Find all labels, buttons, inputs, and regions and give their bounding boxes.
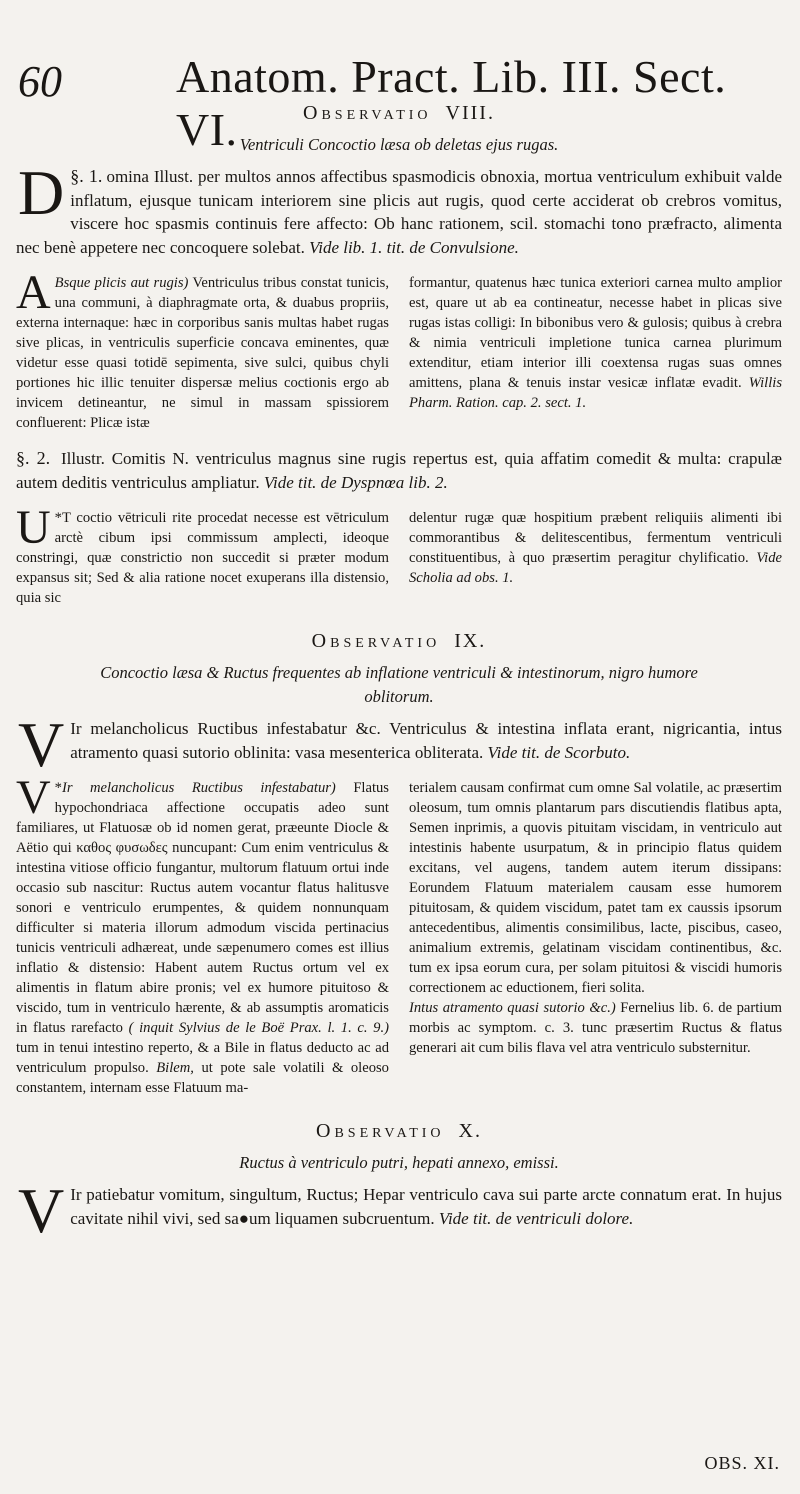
paragraph-text: Illustr. Comitis N. ventriculus magnus sine rugis repertus est, quia affatim comedit & multa: crapulæ autem deditis ventriculus ampliatur. [16,449,783,492]
scholion-text: delentur rugæ quæ hospitium præbent reliquiis alimenti ibi commorantibus & delitescentibus, fermentum ventriculi constituentibus, à quo præsertim peragitur chylificatio. [409,510,782,566]
cross-reference: Vide tit. de ventriculi dolore. [438,1208,634,1228]
observation-label: Observatio [316,1120,445,1142]
observation-subtitle-8: Ventriculi Concoctio læsa ob deletas ejus rugas. [239,135,559,154]
asterisk-mark: * [54,780,62,796]
drop-cap: V [18,709,65,780]
scholion-lemma: Bsque plicis aut rugis) [54,275,189,291]
scholion-text: Ventriculus tribus constat tunicis, una communi, à diaphragmate orta, & duabus propriis, externa internaque: hæc in corporibus sanis multas habet rugas sive plicas, in ventriculis superficie concava eminentes, quæ videtur esse quasi totidē sepimenta, sive sulci, quibus chyli portiones hic illic tenuiter dispersæ melius coctionis ergo ab invicem detineantur, ne simul in massam spissiorem confluerent: Plicæ istæ [16,275,389,431]
observation-number: IX. [454,630,487,652]
scholion-text: Fernelius lib. 6. de partium morbis ac symptom. c. 3. tunc præsertim Ructus & flatus generari ait cum bilis flava vel atra ventriculo substernitur. [409,1000,782,1056]
scholion-text: tum in tenui intestino reperto, & a Bile in flatus deducto ac ad ventriculum propulso. [16,1040,389,1076]
paragraph-text: omina Illust. per multos annos affectibus spasmodicis obnoxia, mortua ventriculum exhibuit valde inflatum, ejusque tunicam interiorem sine plicis aut rugis, quod certe acciderat ob crebros vomitus, viscere hoc spasmis continuis fere affecto: Ob hanc rationem, scil. stomachi tono præfracto, alimenta nec benè appetere nec concoquere solebat. [16,167,782,257]
drop-cap: V [18,1175,65,1246]
paragraph-text: Ir patiebatur vomitum, singultum, Ructus; Hepar ventriculo cava sui parte arcte connatum erat. In hujus cavitate nihil vivi, sed sa●um liquamen subcruentum. [70,1185,782,1228]
scholion-lemma: Bilem, [156,1060,194,1076]
observation-number: X. [458,1120,482,1142]
observation-subtitle-10: Ructus à ventriculo putri, hepati annexo, emissi. [239,1153,559,1172]
cross-reference: Vide tit. de Scorbuto. [487,742,631,762]
scholion-text: terialem causam confirmat cum omne Sal volatile, ac præsertim oleosum, tum omnis plantarum pars discutiendis flatibus apta, Semen inprimis, a quovis pituitam viscidam, in ventriculo aut intestinis habente usurpatum, & in principio flatus quidem excitans, vel augens, tandem autem iterum dissipans: Eorundem Flatuum materialem causam esse humorem pituitosam, & quidem viscidum, patet tam ex caussis ipsorum antecedentibus, alimentis consimilibus, lacte, piscibus, caseo, animalium extremis, gelatinam viscidam continentibus, &c. tum ex ipsa eorum cura, per solam pituitosi & viscidi humoris correctionem ac eductionem, fieri solita. [409,780,782,996]
scholion-left-column [16,501,389,608]
scholion-obs8-1 [16,266,782,433]
drop-cap: U [16,501,51,554]
drop-cap: V [16,771,51,824]
scholion-right-column [409,508,782,608]
obs9-paragraph-1 [16,709,782,780]
scholion-lemma: Intus atramento quasi sutorio &c.) [409,1000,616,1016]
scholion-left-column [16,266,389,433]
drop-cap: A [16,266,51,319]
scholion-text: Flatus hypochondriaca affectione occupatis adeo sunt familiares, ut Flatuosæ ob id nomen gerat, præeunte Diocle & Aëtio qui καθος φυσωδες nuncupant: Cum enim ventriculus & intestina vitiose officio fungantur, multorum flatuum ortui inde occasio sub nascitur: Ructus autem vocantur flatus halitusve sonori e ventriculo erumpentes, & quidem nonnunquam difficulter si materia illorum admodum viscida pertinacius tunicis ventriculi adhæreat, unde sæpenumero comes est illius inflatio & distensio: Habent autem Ructus ortum vel ex alimentis in flatum abire pronis; vel ex humore pituitoso & viscido, tum in ventriculo hærente, & ab assumptis aromaticis in flatus rarefacto [16,780,389,1036]
observation-label: Observatio [311,630,441,652]
cross-reference: Vide tit. de Dyspnœa lib. 2. [263,472,448,492]
section-mark: §. 1. [70,166,103,186]
running-title: Anatom. Pract. Lib. III. Sect. VI. [176,51,727,155]
scholion-right-column [409,778,782,1098]
scholion-text: T coctio vētriculi rite procedat necesse est vētriculum arctè cibum ipsi commissum amplecti, ideoque constringi, quæ constrictio non succedit si præter modum expansus sit; Sed & alia ratione nocet exuperans illa distensio, quia sic [16,510,389,606]
citation: Vide Scholia ad obs. 1. [409,550,782,586]
observation-heading-9 [16,630,782,653]
scholion-left-column [16,771,389,1098]
scholion-text: ut pote sale volatili & oleoso constantem, internam esse Flatuum ma- [16,1060,389,1096]
obs8-paragraph-1 [16,157,782,259]
observation-subtitle-9: Concoctio læsa & Ructus frequentes ab inflatione ventriculi & intestinorum, nigro humore oblitorum. [100,663,698,706]
catchword: OBS. XI. [704,1453,780,1473]
citation: Willis Pharm. Ration. cap. 2. sect. 1. [409,375,782,411]
scholion-right-column [409,273,782,433]
obs10-paragraph-1 [16,1175,782,1246]
scholion-obs9 [16,771,782,1098]
scholion-obs8-2 [16,501,782,608]
observation-heading-10 [16,1120,782,1143]
citation: ( inquit Sylvius de le Boë Prax. l. 1. c. 9.) [128,1020,389,1036]
scholion-lemma: Ir melancholicus Ructibus infestabatur) [61,780,336,796]
cross-reference: Vide lib. 1. tit. de Convulsione. [309,237,519,257]
scholion-text: formantur, quatenus hæc tunica exteriori carnea multo amplior est, quare ut ab ea contineatur, necesse habet in plicas sive rugas istas colligi: In bibonibus vero & gulosis; quibus à crebra & nimia ventriculi impletione tunica carnea plurimum extenditur, etiam interior illi coextensa rugas suas omnes amittens, plana & tenuis instar vesicæ inflatæ evadit. [409,275,782,391]
page-number: 60 [18,57,62,106]
asterisk-mark: * [54,510,62,526]
observation-number: VIII. [445,102,495,124]
observation-label: Observatio [303,102,432,124]
obs8-paragraph-2 [16,447,782,494]
section-mark: §. 2. [16,448,51,468]
paragraph-text: Ir melancholicus Ructibus infestabatur &c. Ventriculus & intestina inflata erant, nigricantia, intus atramento quasi sutorio oblinita: vasa mesenterica obliterata. [70,719,782,762]
drop-cap: D [18,157,65,228]
